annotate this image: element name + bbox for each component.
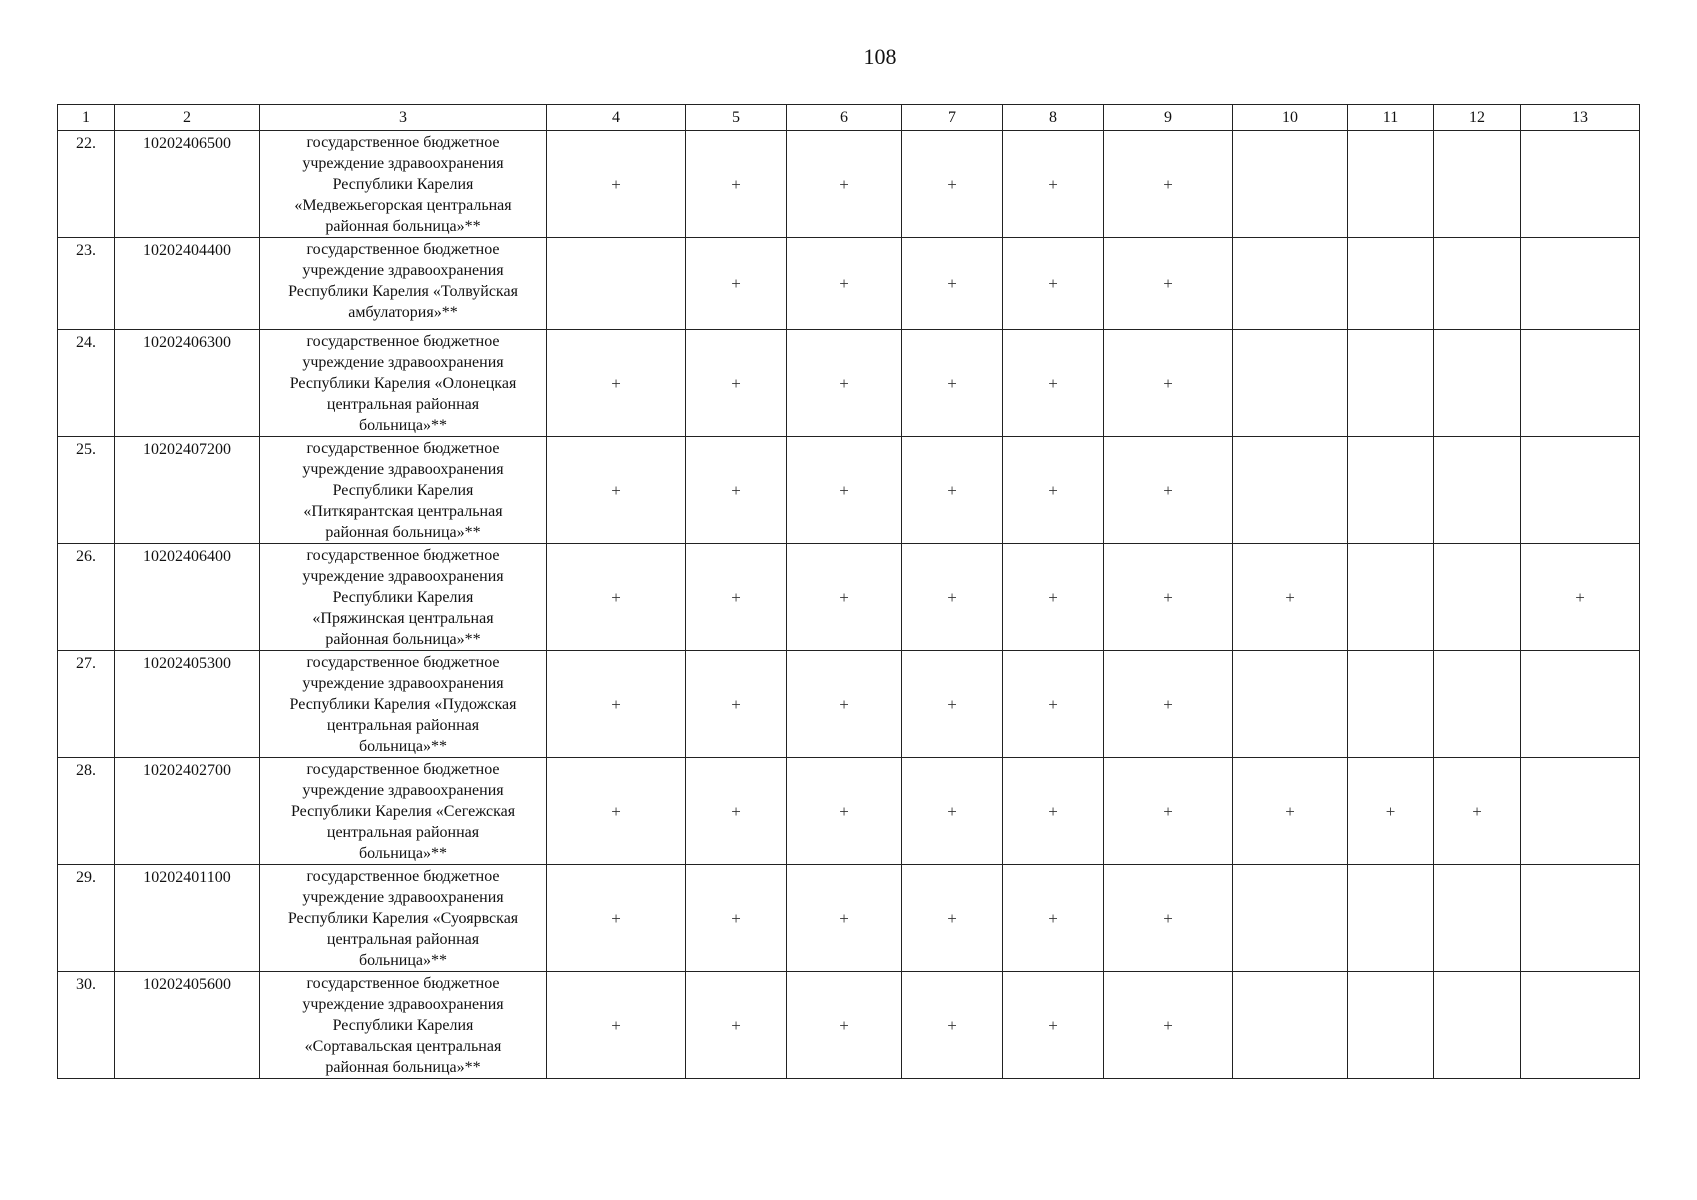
mark-cell-col-4: + <box>547 437 686 544</box>
mark-cell-col-13: + <box>1521 544 1640 651</box>
column-header-9: 9 <box>1104 105 1233 131</box>
mark-cell-col-8: + <box>1003 330 1104 437</box>
institution-name-line: государственное бюджетное <box>306 975 500 992</box>
mark-cell-col-4: + <box>547 972 686 1079</box>
institution-name-line: Республики Карелия <box>332 176 474 193</box>
mark-cell-col-8: + <box>1003 437 1104 544</box>
mark-cell-col-6: + <box>787 865 902 972</box>
institution-name-line: Республики Карелия <box>332 589 474 606</box>
mark-cell-col-11 <box>1348 238 1434 330</box>
mark-cell-col-8: + <box>1003 865 1104 972</box>
mark-cell-col-7: + <box>902 972 1003 1079</box>
institution-name-line: центральная районная <box>326 931 480 948</box>
institution-name <box>260 651 547 758</box>
mark-cell-col-10 <box>1233 437 1348 544</box>
mark-cell-col-13 <box>1521 238 1640 330</box>
mark-cell-col-5: + <box>686 437 787 544</box>
table-body <box>58 131 1640 1079</box>
mark-cell-col-6: + <box>787 972 902 1079</box>
row-number: 28. <box>58 758 115 865</box>
table-row <box>58 758 1640 865</box>
mark-cell-col-6: + <box>787 238 902 330</box>
mark-cell-col-10 <box>1233 238 1348 330</box>
institution-name-line: центральная районная <box>326 717 480 734</box>
mark-cell-col-5: + <box>686 238 787 330</box>
mark-cell-col-6: + <box>787 330 902 437</box>
institution-name <box>260 758 547 865</box>
mark-cell-col-7: + <box>902 865 1003 972</box>
table-row <box>58 865 1640 972</box>
mark-cell-col-9: + <box>1104 972 1233 1079</box>
header-row <box>58 105 1640 131</box>
institution-name-line: государственное бюджетное <box>306 241 500 258</box>
column-header-11: 11 <box>1348 105 1434 131</box>
mark-cell-col-4: + <box>547 131 686 238</box>
institution-name <box>260 865 547 972</box>
table-row <box>58 544 1640 651</box>
mark-cell-col-11 <box>1348 437 1434 544</box>
mark-cell-col-5: + <box>686 865 787 972</box>
mark-cell-col-11 <box>1348 651 1434 758</box>
table-row <box>58 651 1640 758</box>
mark-cell-col-12 <box>1434 972 1521 1079</box>
institution-name-line: государственное бюджетное <box>306 134 500 151</box>
institution-name-line: районная больница»** <box>325 631 481 648</box>
row-number: 25. <box>58 437 115 544</box>
mark-cell-col-11 <box>1348 131 1434 238</box>
institution-code: 10202402700 <box>115 758 260 865</box>
mark-cell-col-10 <box>1233 330 1348 437</box>
table-row <box>58 131 1640 238</box>
column-header-5: 5 <box>686 105 787 131</box>
institution-name-line: «Питкярантская центральная <box>303 503 503 520</box>
table-row <box>58 238 1640 330</box>
mark-cell-col-10 <box>1233 865 1348 972</box>
mark-cell-col-6: + <box>787 758 902 865</box>
institution-name-line: «Сортавальская центральная <box>304 1038 502 1055</box>
mark-cell-col-12 <box>1434 544 1521 651</box>
row-number: 30. <box>58 972 115 1079</box>
institution-name-line: Республики Карелия «Суоярвская <box>287 910 519 927</box>
row-number: 24. <box>58 330 115 437</box>
mark-cell-col-12 <box>1434 865 1521 972</box>
mark-cell-col-7: + <box>902 131 1003 238</box>
mark-cell-col-7: + <box>902 758 1003 865</box>
column-header-12: 12 <box>1434 105 1521 131</box>
mark-cell-col-12 <box>1434 651 1521 758</box>
mark-cell-col-4: + <box>547 651 686 758</box>
mark-cell-col-6: + <box>787 131 902 238</box>
institution-name-line: учреждение здравоохранения <box>302 782 504 799</box>
mark-cell-col-10: + <box>1233 758 1348 865</box>
mark-cell-col-7: + <box>902 238 1003 330</box>
mark-cell-col-13 <box>1521 758 1640 865</box>
institution-code: 10202401100 <box>115 865 260 972</box>
institution-name-line: государственное бюджетное <box>306 333 500 350</box>
mark-cell-col-13 <box>1521 972 1640 1079</box>
institution-name-line: государственное бюджетное <box>306 654 500 671</box>
institution-name <box>260 437 547 544</box>
mark-cell-col-9: + <box>1104 330 1233 437</box>
mark-cell-col-4 <box>547 238 686 330</box>
mark-cell-col-9: + <box>1104 238 1233 330</box>
institution-name-line: государственное бюджетное <box>306 761 500 778</box>
institution-name-line: учреждение здравоохранения <box>302 675 504 692</box>
mark-cell-col-8: + <box>1003 651 1104 758</box>
institution-name-line: Республики Карелия «Олонецкая <box>289 375 517 392</box>
mark-cell-col-13 <box>1521 437 1640 544</box>
mark-cell-col-4: + <box>547 544 686 651</box>
row-number: 27. <box>58 651 115 758</box>
institution-name-line: «Пряжинская центральная <box>312 610 494 627</box>
mark-cell-col-9: + <box>1104 437 1233 544</box>
row-number: 29. <box>58 865 115 972</box>
mark-cell-col-5: + <box>686 544 787 651</box>
institution-name <box>260 238 547 330</box>
institution-name-line: Республики Карелия <box>332 482 474 499</box>
mark-cell-col-8: + <box>1003 544 1104 651</box>
table-row <box>58 437 1640 544</box>
mark-cell-col-10 <box>1233 651 1348 758</box>
mark-cell-col-10: + <box>1233 544 1348 651</box>
institution-name-line: учреждение здравоохранения <box>302 262 504 279</box>
institution-name-line: центральная районная <box>326 824 480 841</box>
column-header-7: 7 <box>902 105 1003 131</box>
mark-cell-col-8: + <box>1003 131 1104 238</box>
mark-cell-col-8: + <box>1003 238 1104 330</box>
mark-cell-col-13 <box>1521 865 1640 972</box>
mark-cell-col-13 <box>1521 330 1640 437</box>
institution-name-line: больница»** <box>359 845 447 862</box>
mark-cell-col-5: + <box>686 972 787 1079</box>
column-header-1: 1 <box>58 105 115 131</box>
mark-cell-col-7: + <box>902 544 1003 651</box>
mark-cell-col-7: + <box>902 330 1003 437</box>
column-header-4: 4 <box>547 105 686 131</box>
mark-cell-col-7: + <box>902 437 1003 544</box>
registry-table <box>57 104 1640 1079</box>
mark-cell-col-12 <box>1434 437 1521 544</box>
mark-cell-col-5: + <box>686 651 787 758</box>
institution-name-line: больница»** <box>359 738 447 755</box>
institution-name-line: учреждение здравоохранения <box>302 568 504 585</box>
row-number: 26. <box>58 544 115 651</box>
institution-name-line: учреждение здравоохранения <box>302 996 504 1013</box>
column-header-8: 8 <box>1003 105 1104 131</box>
institution-code: 10202407200 <box>115 437 260 544</box>
mark-cell-col-9: + <box>1104 758 1233 865</box>
institution-code: 10202405600 <box>115 972 260 1079</box>
mark-cell-col-5: + <box>686 758 787 865</box>
mark-cell-col-12: + <box>1434 758 1521 865</box>
institution-name <box>260 330 547 437</box>
page-number: 108 <box>863 44 897 69</box>
column-header-6: 6 <box>787 105 902 131</box>
institution-name-line: государственное бюджетное <box>306 868 500 885</box>
institution-name <box>260 131 547 238</box>
mark-cell-col-7: + <box>902 651 1003 758</box>
mark-cell-col-8: + <box>1003 758 1104 865</box>
institution-code: 10202406300 <box>115 330 260 437</box>
mark-cell-col-11 <box>1348 544 1434 651</box>
mark-cell-col-12 <box>1434 131 1521 238</box>
table-header <box>58 105 1640 131</box>
institution-name-line: районная больница»** <box>325 218 481 235</box>
mark-cell-col-5: + <box>686 131 787 238</box>
mark-cell-col-4: + <box>547 330 686 437</box>
institution-code: 10202406500 <box>115 131 260 238</box>
table-row <box>58 330 1640 437</box>
mark-cell-col-5: + <box>686 330 787 437</box>
institution-name-line: Республики Карелия «Сегежская <box>290 803 516 820</box>
column-header-3: 3 <box>260 105 547 131</box>
column-header-10: 10 <box>1233 105 1348 131</box>
institution-name-line: Республики Карелия «Толвуйская <box>288 283 518 300</box>
institution-code: 10202406400 <box>115 544 260 651</box>
mark-cell-col-12 <box>1434 238 1521 330</box>
institution-name-line: «Медвежьегорская центральная <box>294 197 512 214</box>
mark-cell-col-6: + <box>787 437 902 544</box>
mark-cell-col-4: + <box>547 758 686 865</box>
institution-code: 10202405300 <box>115 651 260 758</box>
institution-name-line: районная больница»** <box>325 1059 481 1076</box>
mark-cell-col-11 <box>1348 972 1434 1079</box>
institution-name-line: Республики Карелия «Пудожская <box>289 696 517 713</box>
institution-name-line: Республики Карелия <box>332 1017 474 1034</box>
column-header-2: 2 <box>115 105 260 131</box>
mark-cell-col-13 <box>1521 131 1640 238</box>
mark-cell-col-12 <box>1434 330 1521 437</box>
mark-cell-col-13 <box>1521 651 1640 758</box>
mark-cell-col-11 <box>1348 865 1434 972</box>
mark-cell-col-8: + <box>1003 972 1104 1079</box>
institution-name-line: учреждение здравоохранения <box>302 889 504 906</box>
institution-name-line: амбулатория»** <box>348 304 458 321</box>
row-number: 22. <box>58 131 115 238</box>
mark-cell-col-6: + <box>787 544 902 651</box>
mark-cell-col-9: + <box>1104 544 1233 651</box>
institution-name-line: учреждение здравоохранения <box>302 155 504 172</box>
institution-name-line: центральная районная <box>326 396 480 413</box>
column-header-13: 13 <box>1521 105 1640 131</box>
mark-cell-col-10 <box>1233 131 1348 238</box>
institution-name-line: больница»** <box>359 952 447 969</box>
mark-cell-col-9: + <box>1104 651 1233 758</box>
mark-cell-col-10 <box>1233 972 1348 1079</box>
institution-name-line: государственное бюджетное <box>306 547 500 564</box>
institution-name-line: государственное бюджетное <box>306 440 500 457</box>
institution-name-line: учреждение здравоохранения <box>302 461 504 478</box>
table-row <box>58 972 1640 1079</box>
institution-name-line: больница»** <box>359 417 447 434</box>
mark-cell-col-9: + <box>1104 131 1233 238</box>
mark-cell-col-4: + <box>547 865 686 972</box>
mark-cell-col-11: + <box>1348 758 1434 865</box>
institution-name <box>260 972 547 1079</box>
mark-cell-col-9: + <box>1104 865 1233 972</box>
institution-name-line: учреждение здравоохранения <box>302 354 504 371</box>
institution-name <box>260 544 547 651</box>
institution-code: 10202404400 <box>115 238 260 330</box>
mark-cell-col-6: + <box>787 651 902 758</box>
institution-name-line: районная больница»** <box>325 524 481 541</box>
row-number: 23. <box>58 238 115 330</box>
mark-cell-col-11 <box>1348 330 1434 437</box>
